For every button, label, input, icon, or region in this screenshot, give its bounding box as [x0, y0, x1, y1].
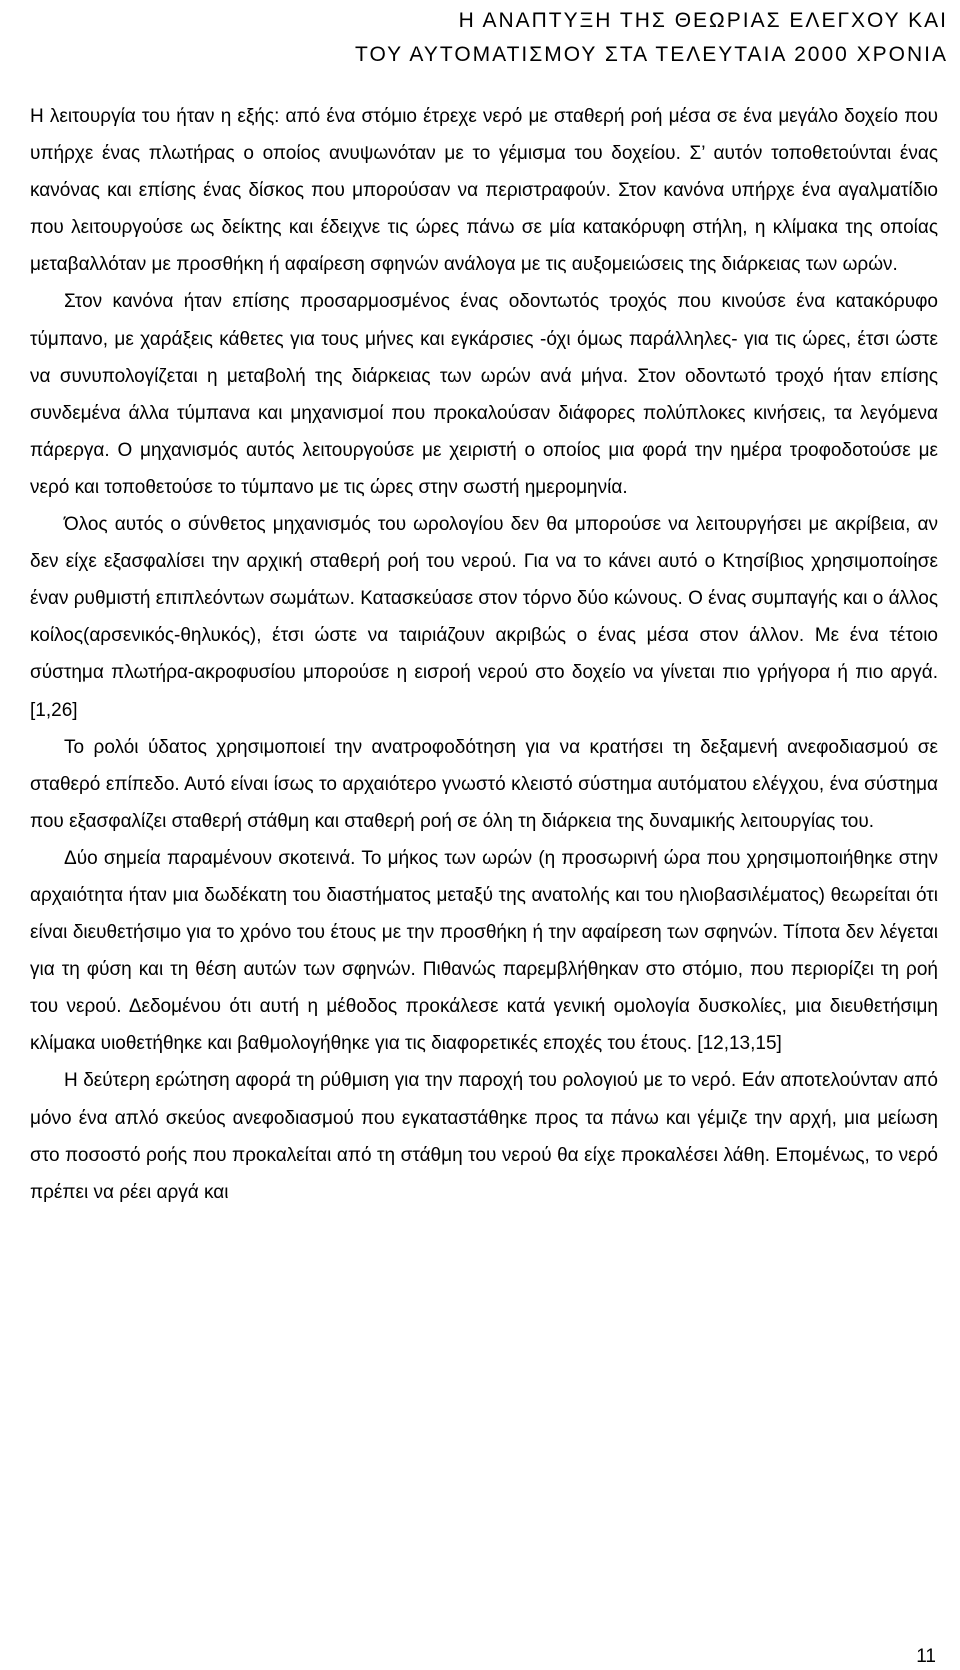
- header-line-2: ΤΟΥ ΑΥΤΟΜΑΤΙΣΜΟΥ ΣΤΑ ΤΕΛΕΥΤΑΙΑ 2000 ΧΡΟΝΙΑ: [355, 43, 948, 66]
- paragraph: Στον κανόνα ήταν επίσης προσαρμοσμένος ένας οδοντωτός τροχός που κινούσε ένα κατακόρυφο τύμπανο, με χαράξεις κάθετες για τους μήνες και εγκάρσιες -όχι όμως παράλληλες- για τις ώρες, έτσι ώστε να συνυπολογίζεται η μεταβολή της διάρκειας των ωρών ανά μήνα. Στον οδοντωτό τροχό ήταν επίσης συνδεμένα άλλα τύμπανα και μηχανισμοί που προκαλούσαν διάφορες πολύπλοκες κινήσεις, τα λεγόμενα πάρεργα. Ο μηχανισμός αυτός λειτουργούσε με χειριστή ο οποίος μια φορά την ημέρα τροφοδοτούσε με νερό και τοποθετούσε το τύμπανο με τις ώρες στην σωστή ημερομηνία.: [30, 291, 938, 498]
- paragraph: Δύο σημεία παραμένουν σκοτεινά. Το μήκος των ωρών (η προσωρινή ώρα που χρησιμοποιήθηκε στην αρχαιότητα ήταν μια δωδέκατη του διαστήματος μεταξύ της ανατολής και του ηλιοβασιλέματος) θεωρείται ότι είναι διευθετήσιμο για το χρόνο του έτους με την προσθήκη ή την αφαίρεση των σφηνών. Τίποτα δεν λέγεται για τη φύση και τη θέση αυτών των σφηνών. Πιθανώς παρεμβλήθηκαν στο στόμιο, που περιορίζει τη ροή του νερού. Δεδομένου ότι αυτή η μέθοδος προκάλεσε κατά γενική ομολογία δυσκολίες, μια διευθετήσιμη κλίμακα υιοθετήθηκε και βαθμολογήθηκε για τις διαφορετικές εποχές του έτους. [12,13,15]: [30, 847, 938, 1055]
- page-number: 11: [916, 1646, 936, 1667]
- document-body: [30, 98, 938, 1211]
- paragraph: Η λειτουργία του ήταν η εξής: από ένα στόμιο έτρεχε νερό με σταθερή ροή μέσα σε ένα μεγάλο δοχείο που υπήρχε ένας πλωτήρας ο οποίος ανυψωνόταν με το γέμισμα του δοχείου. Σ’ αυτόν τοποθετούνται ένας κανόνας και επίσης ένας δίσκος που μπορούσαν να περιστραφούν. Στον κανόνα υπήρχε ένα αγαλματίδιο που λειτουργούσε ως δείκτης και έδειχνε τις ώρες πάνω σε μία κατακόρυφη στήλη, η κλίμακα της οποίας μεταβαλλόταν με προσθήκη ή αφαίρεση σφηνών ανάλογα με τις αυξομειώσεις της διάρκειας των ωρών.: [30, 106, 938, 276]
- running-header: [355, 4, 948, 72]
- paragraph: Η δεύτερη ερώτηση αφορά τη ρύθμιση για την παροχή του ρολογιού με το νερό. Εάν αποτελούνταν από μόνο ένα απλό σκεύος ανεφοδιασμού που εγκαταστάθηκε προς τα πάνω και γέμιζε την αρχή, μια μείωση στο ποσοστό ροής που προκαλείται από τη στάθμη του νερού θα είχε προκαλέσει λάθη. Επομένως, το νερό πρέπει να ρέει αργά και: [30, 1070, 938, 1203]
- header-line-1: Η ΑΝΑΠΤΥΞΗ ΤΗΣ ΘΕΩΡΙΑΣ ΕΛΕΓΧΟΥ ΚΑΙ: [458, 9, 948, 32]
- paragraph: Το ρολόι ύδατος χρησιμοποιεί την ανατροφοδότηση για να κρατήσει τη δεξαμενή ανεφοδιασμού σε σταθερό επίπεδο. Αυτό είναι ίσως το αρχαιότερο γνωστό κλειστό σύστημα αυτόματου ελέγχου, ένα σύστημα που εξασφαλίζει σταθερή στάθμη και σταθερή ροή σε όλη τη διάρκεια της δυναμικής λειτουργίας του.: [30, 736, 938, 832]
- paragraph: Όλος αυτός ο σύνθετος μηχανισμός του ωρολογίου δεν θα μπορούσε να λειτουργήσει με ακρίβεια, αν δεν είχε εξασφαλίσει την αρχική σταθερή ροή του νερού. Για να το κάνει αυτό ο Κτησίβιος χρησιμοποίησε έναν ρυθμιστή επιπλεόντων σωμάτων. Κατασκεύασε στον τόρνο δύο κώνους. Ο ένας συμπαγής και ο άλλος κοίλος(αρσενικός-θηλυκός), έτσι ώστε να ταιριάζουν ακριβώς ο ένας μέσα στον άλλον. Με ένα τέτοιο σύστημα πλωτήρα-ακροφυσίου μπορούσε η εισροή νερού στο δοχείο να γίνεται πιο γρήγορα ή πιο αργά. [1,26]: [30, 514, 938, 721]
